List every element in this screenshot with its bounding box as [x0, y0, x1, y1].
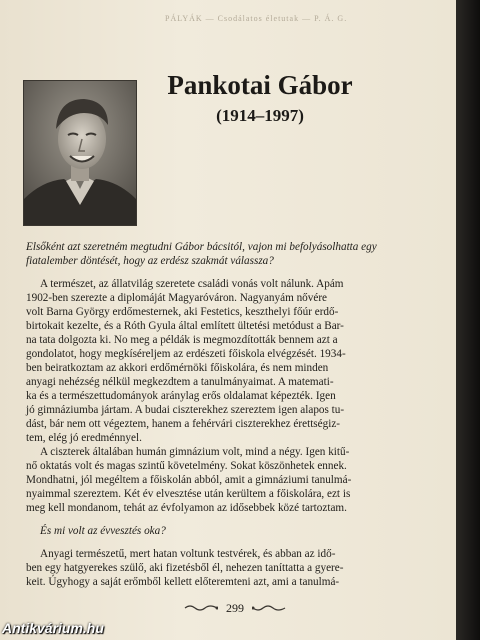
question-2: És mi volt az évvesztés oka? — [40, 525, 166, 537]
running-head: PÁLYÁK — Csodálatos életutak — P. Á. G. — [165, 14, 348, 23]
page-number: 299 — [226, 600, 244, 615]
answer-line: anyagi nehézség nélkül megkezdtem a tanulmányaimat. A matemati- — [26, 376, 334, 388]
question-line: Elsőként azt szeretném megtudni Gábor bácsitól, vajon mi befolyásolhatta egy — [26, 241, 377, 253]
answer-line: 1902-ben szerezte a diplomáját Magyaróváron. Nagyanyám nővére — [26, 292, 328, 304]
portrait-photo — [23, 80, 137, 226]
answer-line: nő oktatás volt és magas szintű követelmény. Sokat köszönhetek ennek. — [26, 460, 347, 472]
answer-line: meg kell mondanom, tehát az évfolyamon az idősebbek közé tartoztam. — [26, 502, 347, 514]
answer-2 — [26, 547, 436, 589]
answer-line: dást, bár nem ott végeztem, hanem a fehérvári ciszterekhez érettségiz- — [26, 418, 341, 430]
answer-line: ben egy hatgyerekes szülő, aki fizetésből él, nehezen taníttatta a gyere- — [26, 562, 344, 574]
answer-line: na tata dolgozta ki. No meg a példák is megmozdították bennem azt a — [26, 334, 338, 346]
answer-line: birtokait kezelte, és a Róth Gyula által említett ültetési metódust a Bar- — [26, 320, 344, 332]
answer-line: volt Barna György erdőmesternek, aki Festetics, keszthelyi főúr erdő- — [26, 306, 339, 318]
answer-line: tem, elég jó eredménnyel. — [26, 432, 142, 444]
page-footer — [160, 600, 310, 616]
life-years: (1914–1997) — [216, 106, 304, 125]
answer-1a — [26, 277, 436, 445]
answer-line: ben beiratkoztam az akkori erdőmérnöki főiskolára, és nem minden — [26, 362, 329, 374]
biography-title: Pankotai Gábor — [167, 70, 353, 100]
answer-line: keit. Úgyhogy a saját erőmből kellett előteremteni azt, ami a tanulmá- — [26, 576, 340, 588]
answer-line: jó gimnáziumba jártam. A budai ciszterekhez szereztem igen alapos tu- — [26, 404, 345, 416]
answer-line: A ciszterek általában humán gimnázium volt, mind a négy. Igen kitű- — [40, 446, 350, 458]
question-line: fiatalember döntését, hogy az erdész szakmát válassza? — [26, 255, 274, 267]
answer-1b — [26, 445, 436, 515]
book-spine — [456, 0, 480, 640]
answer-line: Mondhatni, jól megéltem a főiskolán abból, amit a gimnáziumi tanulmá- — [26, 474, 352, 486]
answer-line: ka és a természettudományok aránylag erős oldalamat képezték. Igen — [26, 390, 336, 402]
ornament-right-icon — [252, 604, 286, 612]
answer-line: nyaimmal szereztem. Két év elvesztése után kerültem a főiskolára, ezt is — [26, 488, 351, 500]
watermark-logo: Antikvárium.hu — [2, 620, 104, 636]
interview-text — [26, 240, 436, 589]
answer-line: gondolatot, hogy megkíséreljem az erdészeti főiskola elvégzését. 1934- — [26, 348, 346, 360]
portrait-image — [24, 81, 136, 225]
ornament-left-icon — [184, 604, 218, 612]
question-1 — [26, 240, 436, 268]
answer-line: A természet, az állatvilág szeretete családi vonás volt nálunk. Apám — [40, 278, 344, 290]
answer-line: Anyagi természetű, mert hatan voltunk testvérek, és abban az idő- — [40, 548, 336, 560]
